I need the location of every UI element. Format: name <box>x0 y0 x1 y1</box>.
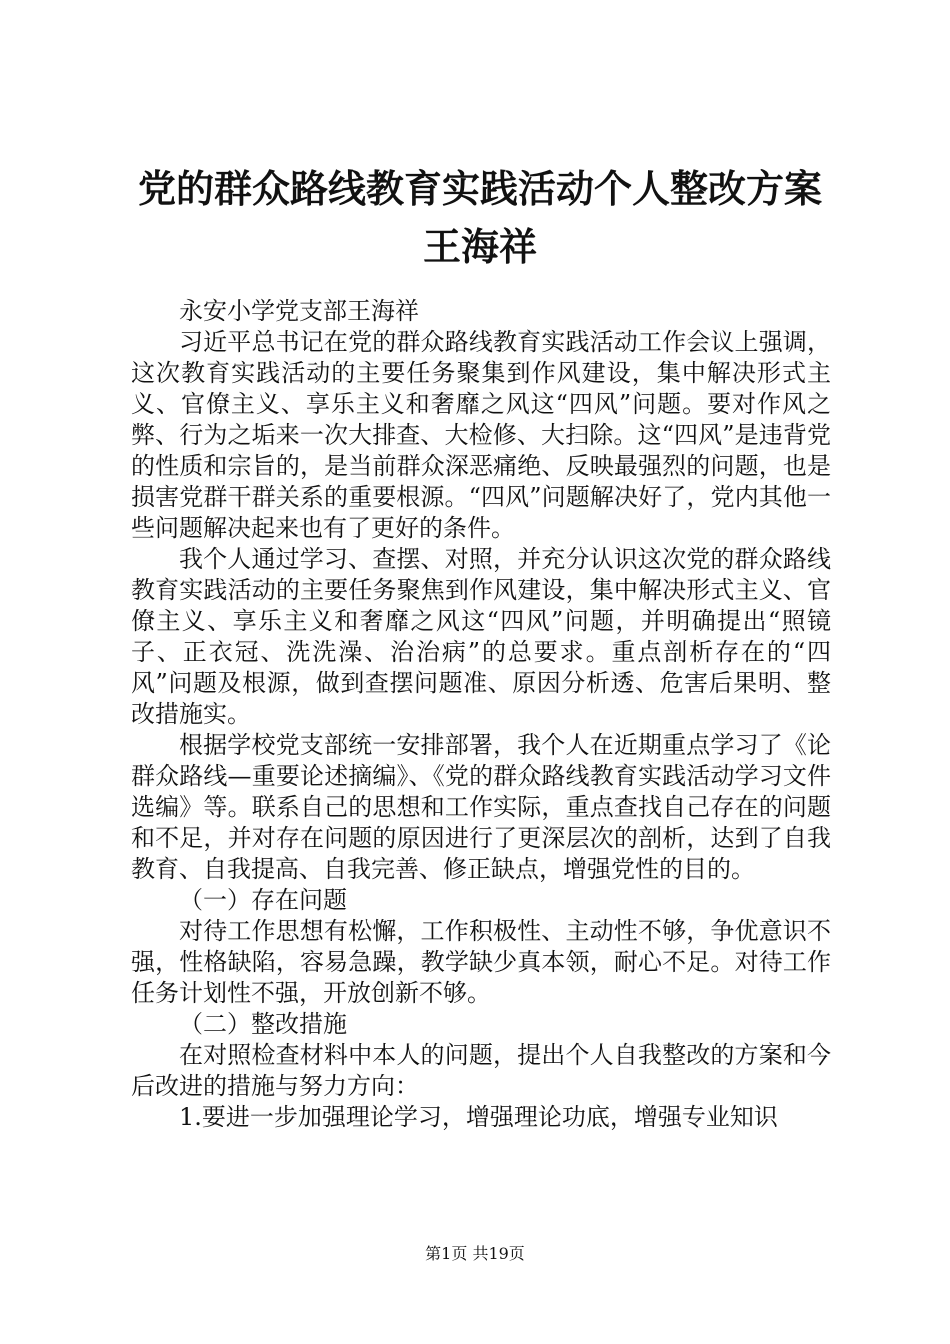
section-heading: （二）整改措施 <box>179 1010 347 1038</box>
document-title: 党的群众路线教育实践活动个人整改方案王海祥 <box>137 166 822 269</box>
paragraph: 根据学校党支部统一安排部署，我个人在近期重点学习了《论群众路线—重要论述摘编》、《党的群众路线教育实践活动学习文件选编》等。联系自己的思想和工作实际，重点查找自己存在的问题和不足，并对存在问题的原因进行了更深层次的剖析，达到了自我教育、自我提高、自我完善、修正缺点，增强党性的目的。 <box>131 731 831 883</box>
paragraph: 我个人通过学习、查摆、对照，并充分认识这次党的群众路线教育实践活动的主要任务聚焦到作风建设，集中解决形式主义、官僚主义、享乐主义和奢靡之风这“四风”问题，并明确提出“照镜子、正衣冠、洗洗澡、治治病”的总要求。重点剖析存在的“四风”问题及根源，做到查摆问题准、原因分析透、危害后果明、整改措施实。 <box>131 545 831 728</box>
paragraph: 对待工作思想有松懈，工作积极性、主动性不够，争优意识不强，性格缺陷，容易急躁，教学缺少真本领，耐心不足。对待工作任务计划性不强，开放创新不够。 <box>131 917 831 1007</box>
paragraph: 习近平总书记在党的群众路线教育实践活动工作会议上强调，这次教育实践活动的主要任务聚集到作风建设，集中解决形式主义、官僚主义、享乐主义和奢靡之风这“四风”问题。要对作风之弊、行为之垢来一次大排查、大检修、大扫除。这“四风”是违背党的性质和宗旨的，是当前群众深恶痛绝、反映最强烈的问题，也是损害党群干群关系的重要根源。“四风”问题解决好了，党内其他一些问题解决起来也有了更好的条件。 <box>131 328 831 542</box>
list-item: 1.要进一步加强理论学习，增强理论功底，增强专业知识 <box>179 1103 778 1131</box>
author-line: 永安小学党支部王海祥 <box>179 297 419 325</box>
document-body <box>131 296 831 1133</box>
paragraph: 在对照检查材料中本人的问题，提出个人自我整改的方案和今后改进的措施与努力方向： <box>131 1041 831 1100</box>
page-number-footer: 第1页 共19页 <box>425 1244 525 1263</box>
section-heading: （一）存在问题 <box>179 886 347 914</box>
